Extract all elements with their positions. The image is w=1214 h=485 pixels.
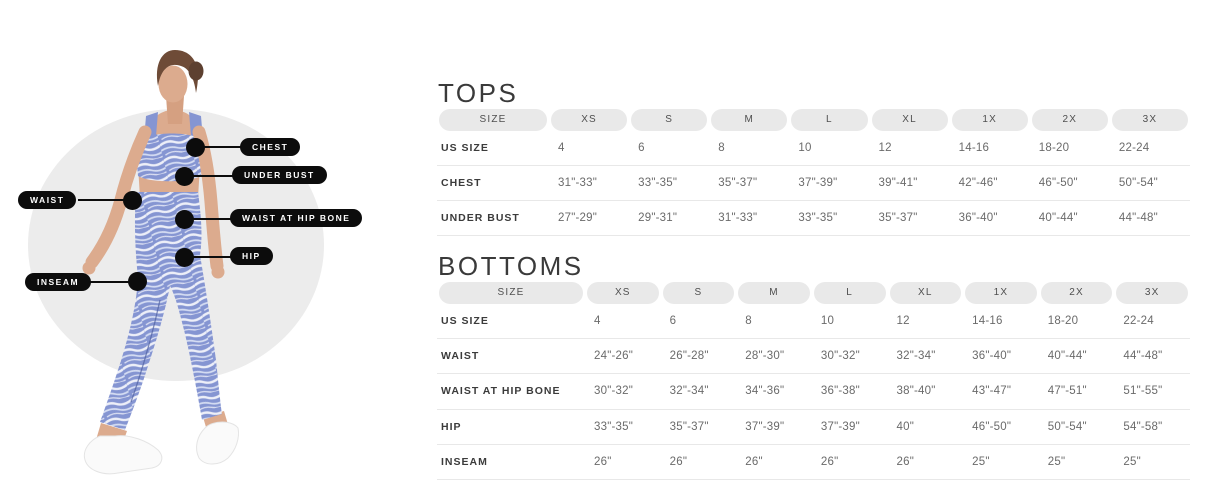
cell: 29"-31"	[638, 212, 678, 224]
tops-title: TOPS	[438, 78, 519, 108]
table-row-chest	[437, 166, 1190, 201]
cell: 12	[896, 315, 910, 328]
cell: 26"	[745, 455, 763, 468]
size-header-pill: SIZE	[439, 282, 583, 304]
cell: 31"-33"	[558, 177, 597, 189]
cell: 34"-36"	[745, 385, 785, 398]
cell: 10	[820, 315, 835, 328]
cell: 37"-39"	[820, 420, 860, 433]
row-label: CHEST	[441, 177, 482, 189]
row-label: HIP	[441, 420, 462, 433]
cell: 35"-37"	[718, 177, 758, 189]
row-label: US SIZE	[441, 315, 489, 328]
cell: 36"-38"	[820, 385, 860, 398]
cell: 18-20	[1038, 142, 1070, 154]
size-header-pill-1x: 1X	[965, 282, 1037, 304]
cell: 26"	[820, 455, 839, 468]
cell: 44"-48"	[1123, 350, 1163, 363]
cell: 28"-30"	[745, 350, 785, 363]
cell: 6	[669, 315, 677, 328]
measurement-dot-under-bust	[175, 167, 194, 186]
measurement-dot-waist-at-hip-bone	[175, 210, 194, 229]
size-header-pill-xl: XL	[890, 282, 962, 304]
label-pill-inseam: INSEAM	[25, 273, 91, 291]
cell: 47"-51"	[1047, 385, 1087, 398]
cell: 26"	[594, 455, 612, 468]
cell: 33"-35"	[798, 212, 838, 224]
bottoms-section	[437, 253, 1190, 480]
size-header-pill-3x: 3X	[1112, 109, 1188, 131]
size-header-pill-m: M	[738, 282, 810, 304]
cell: 31"-33"	[718, 212, 758, 224]
tops-section	[437, 80, 1190, 236]
cell: 30"-32"	[594, 385, 633, 398]
size-header-pill-2x: 2X	[1041, 282, 1113, 304]
size-header-pill-xl: XL	[872, 109, 948, 131]
cell: 32"-34"	[669, 385, 709, 398]
cell: 24"-26"	[594, 350, 633, 363]
cell: 46"-50"	[972, 420, 1012, 433]
bottoms-size-header	[437, 282, 1190, 304]
cell: 14-16	[958, 142, 990, 154]
cell: 43"-47"	[972, 385, 1012, 398]
cell: 4	[594, 315, 601, 328]
cell: 51"-55"	[1123, 385, 1163, 398]
label-pill-waist: WAIST	[18, 191, 76, 209]
size-header-pill-xs: XS	[587, 282, 659, 304]
cell: 50"-54"	[1118, 177, 1158, 189]
size-header-pill-s: S	[631, 109, 707, 131]
cell: 27"-29"	[558, 212, 597, 224]
cell: 44"-48"	[1118, 212, 1158, 224]
cell: 38"-40"	[896, 385, 936, 398]
cell: 37"-39"	[798, 177, 838, 189]
cell: 30"-32"	[820, 350, 860, 363]
cell: 36"-40"	[972, 350, 1012, 363]
cell: 14-16	[972, 315, 1003, 328]
cell: 33"-35"	[638, 177, 678, 189]
label-pill-hip: HIP	[230, 247, 273, 265]
size-header-pill-m: M	[711, 109, 787, 131]
cell: 36"-40"	[958, 212, 998, 224]
label-pill-chest: CHEST	[240, 138, 300, 156]
cell: 42"-46"	[958, 177, 998, 189]
size-header-pill-s: S	[663, 282, 735, 304]
table-row-waist	[437, 339, 1190, 374]
cell: 25"	[1123, 455, 1141, 468]
row-label: INSEAM	[441, 455, 488, 468]
cell: 40"-44"	[1047, 350, 1087, 363]
cell: 35"-37"	[878, 212, 918, 224]
bottoms-title: BOTTOMS	[438, 251, 584, 281]
label-pill-waist-at-hip-bone: WAIST AT HIP BONE	[230, 209, 362, 227]
measurement-dot-inseam	[128, 272, 147, 291]
cell: 39"-41"	[878, 177, 918, 189]
cell: 8	[745, 315, 752, 328]
size-header-pill-2x: 2X	[1032, 109, 1108, 131]
cell: 54"-58"	[1123, 420, 1163, 433]
cell: 25"	[1047, 455, 1066, 468]
row-label: WAIST AT HIP BONE	[441, 385, 561, 398]
cell: 22-24	[1123, 315, 1154, 328]
cell: 26"	[896, 455, 914, 468]
row-label: WAIST	[441, 350, 480, 363]
cell: 35"-37"	[669, 420, 709, 433]
cell: 18-20	[1047, 315, 1079, 328]
size-header-pill-l: L	[814, 282, 886, 304]
cell: 4	[558, 142, 565, 154]
size-header-pill: SIZE	[439, 109, 547, 131]
size-header-pill-xs: XS	[551, 109, 627, 131]
cell: 50"-54"	[1047, 420, 1087, 433]
model-photo	[0, 0, 430, 485]
table-row-under-bust	[437, 201, 1190, 236]
measurement-dot-waist	[123, 191, 142, 210]
cell: 40"	[896, 420, 914, 433]
cell: 37"-39"	[745, 420, 785, 433]
cell: 25"	[972, 455, 990, 468]
measurement-diagram	[0, 0, 430, 485]
table-row-hip	[437, 410, 1190, 445]
tops-size-header	[437, 109, 1190, 131]
cell: 26"	[669, 455, 688, 468]
table-row-us-size	[437, 304, 1190, 339]
size-header-pill-1x: 1X	[952, 109, 1028, 131]
row-label: US SIZE	[441, 142, 489, 154]
cell: 33"-35"	[594, 420, 633, 433]
cell: 26"-28"	[669, 350, 709, 363]
label-pill-under-bust: UNDER BUST	[232, 166, 327, 184]
cell: 32"-34"	[896, 350, 936, 363]
size-header-pill-3x: 3X	[1116, 282, 1188, 304]
cell: 10	[798, 142, 812, 154]
size-header-pill-l: L	[791, 109, 867, 131]
measurement-dot-hip	[175, 248, 194, 267]
row-label: UNDER BUST	[441, 212, 520, 224]
cell: 12	[878, 142, 892, 154]
cell: 22-24	[1118, 142, 1150, 154]
cell: 46"-50"	[1038, 177, 1078, 189]
table-row-waist-at-hip-bone	[437, 374, 1190, 409]
cell: 8	[718, 142, 725, 154]
cell: 40"-44"	[1038, 212, 1078, 224]
table-row-inseam	[437, 445, 1190, 480]
table-row-us-size	[437, 131, 1190, 166]
cell: 6	[638, 142, 645, 154]
measurement-dot-chest	[186, 138, 205, 157]
